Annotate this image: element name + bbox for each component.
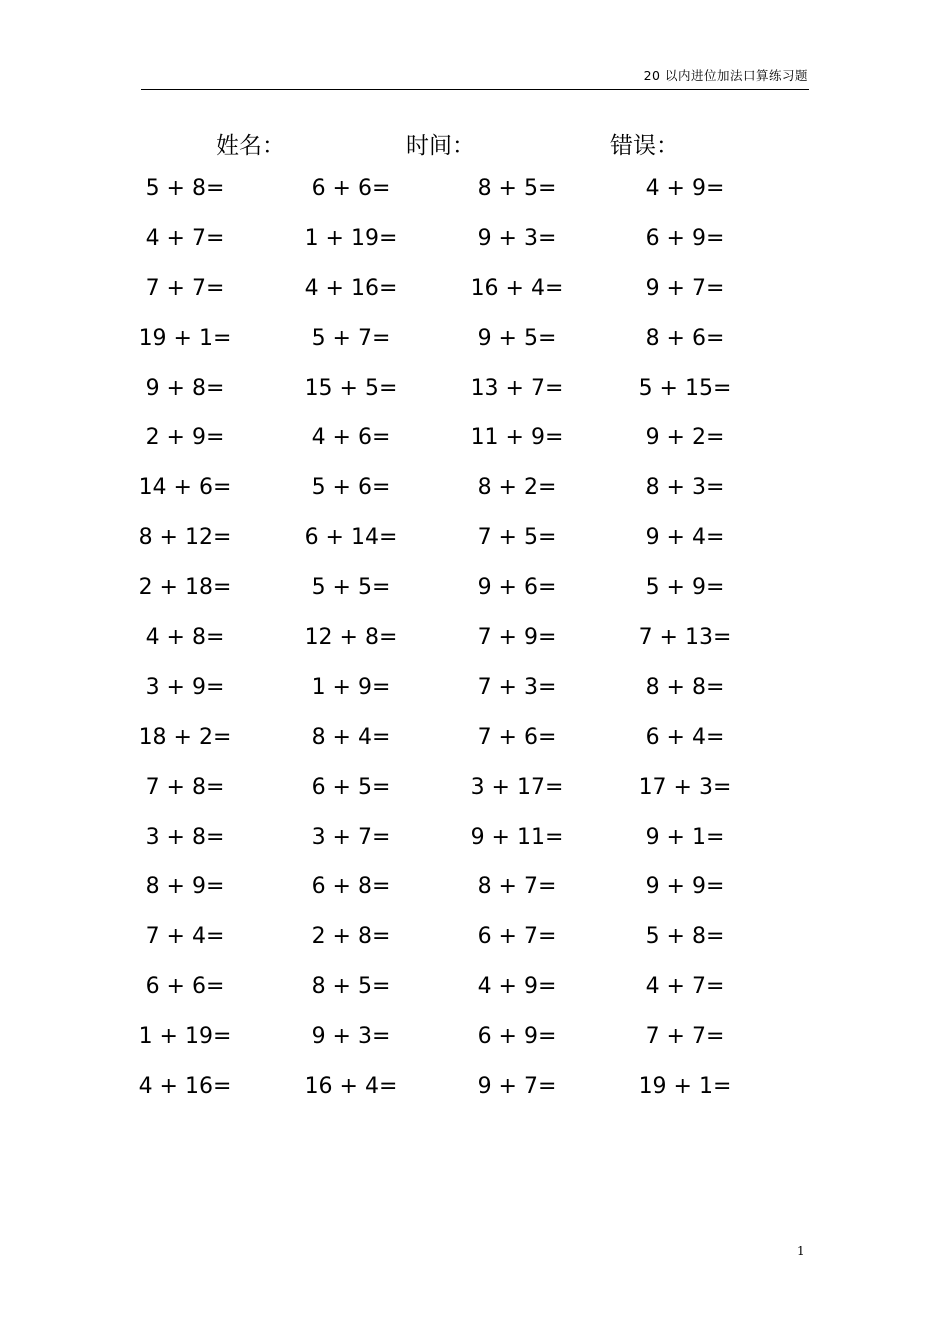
problem-row (0, 170, 950, 220)
problem-item: 15 + 5= (304, 375, 398, 401)
problem-item: 1 + 19= (304, 225, 398, 251)
problem-item: 9 + 7= (645, 275, 725, 301)
problem-item: 9 + 11= (470, 824, 564, 850)
problem-item: 7 + 6= (477, 724, 557, 750)
problem-row (0, 220, 950, 270)
problem-item: 5 + 8= (145, 176, 225, 201)
problem-item: 2 + 8= (311, 924, 391, 950)
problem-grid (0, 170, 950, 1118)
problem-item: 6 + 9= (645, 225, 725, 251)
problem-item: 8 + 2= (477, 475, 557, 501)
time-label: 时间： (406, 133, 475, 159)
problem-item: 4 + 6= (311, 425, 391, 451)
problem-item: 3 + 8= (145, 824, 225, 850)
problem-item: 4 + 16= (138, 1074, 232, 1100)
problem-item: 5 + 15= (638, 375, 732, 401)
problem-item: 9 + 5= (477, 325, 557, 351)
problem-item: 5 + 7= (311, 325, 391, 351)
problem-item: 9 + 9= (645, 874, 725, 900)
problem-item: 8 + 5= (477, 176, 557, 201)
problem-item: 6 + 9= (477, 1024, 557, 1050)
problem-item: 4 + 9= (645, 176, 725, 201)
problem-item: 4 + 8= (145, 625, 225, 651)
problem-item: 19 + 1= (138, 325, 232, 351)
problem-item: 16 + 4= (304, 1074, 398, 1100)
problem-item: 6 + 7= (477, 924, 557, 950)
problem-item: 9 + 6= (477, 575, 557, 601)
problem-row (0, 868, 950, 918)
problem-row (0, 918, 950, 968)
problem-item: 7 + 7= (645, 1024, 725, 1050)
problem-item: 1 + 19= (138, 1024, 232, 1050)
problem-item: 6 + 14= (304, 525, 398, 551)
problem-row (0, 968, 950, 1018)
problem-item: 17 + 3= (638, 774, 732, 800)
problem-item: 9 + 8= (145, 375, 225, 401)
problem-row (0, 769, 950, 819)
problem-item: 8 + 9= (145, 874, 225, 900)
problem-item: 6 + 5= (311, 774, 391, 800)
page-number: 1 (797, 1244, 805, 1258)
name-label: 姓名： (216, 133, 285, 159)
problem-item: 11 + 9= (470, 425, 564, 451)
problem-item: 7 + 8= (145, 774, 225, 800)
problem-item: 16 + 4= (470, 275, 564, 301)
problem-row (0, 469, 950, 519)
problem-item: 2 + 9= (145, 425, 225, 451)
problem-item: 9 + 1= (645, 824, 725, 850)
problem-item: 4 + 7= (645, 974, 725, 1000)
problem-row (0, 1018, 950, 1068)
problem-item: 4 + 9= (477, 974, 557, 1000)
problem-item: 9 + 4= (645, 525, 725, 551)
problem-item: 13 + 7= (470, 375, 564, 401)
problem-item: 8 + 6= (645, 325, 725, 351)
problem-item: 8 + 5= (311, 974, 391, 1000)
header-rule (141, 89, 809, 90)
problem-item: 14 + 6= (138, 475, 232, 501)
problem-item: 2 + 18= (138, 575, 232, 601)
problem-item: 7 + 13= (638, 625, 732, 651)
problem-item: 9 + 7= (477, 1074, 557, 1100)
problem-item: 9 + 2= (645, 425, 725, 451)
problem-item: 4 + 7= (145, 225, 225, 251)
problem-row (0, 669, 950, 719)
problem-item: 1 + 9= (311, 674, 391, 700)
problem-row (0, 270, 950, 320)
errors-label: 错误： (610, 133, 679, 159)
problem-row (0, 370, 950, 420)
problem-item: 7 + 3= (477, 674, 557, 700)
problem-row (0, 419, 950, 469)
problem-item: 3 + 7= (311, 824, 391, 850)
problem-item: 8 + 4= (311, 724, 391, 750)
problem-item: 7 + 7= (145, 275, 225, 301)
problem-row (0, 719, 950, 769)
problem-item: 9 + 3= (311, 1024, 391, 1050)
problem-item: 6 + 4= (645, 724, 725, 750)
problem-item: 3 + 17= (470, 774, 564, 800)
problem-item: 6 + 8= (311, 874, 391, 900)
problem-item: 8 + 8= (645, 674, 725, 700)
problem-item: 7 + 5= (477, 525, 557, 551)
problem-row (0, 819, 950, 869)
problem-item: 8 + 7= (477, 874, 557, 900)
problem-item: 19 + 1= (638, 1074, 732, 1100)
problem-item: 3 + 9= (145, 674, 225, 700)
problem-item: 18 + 2= (138, 724, 232, 750)
problem-row (0, 519, 950, 569)
problem-item: 9 + 3= (477, 225, 557, 251)
problem-item: 5 + 9= (645, 575, 725, 601)
problem-row (0, 569, 950, 619)
problem-item: 7 + 9= (477, 625, 557, 651)
problem-item: 8 + 12= (138, 525, 232, 551)
problem-row (0, 1068, 950, 1118)
problem-item: 8 + 3= (645, 475, 725, 501)
problem-item: 6 + 6= (311, 176, 391, 201)
problem-item: 4 + 16= (304, 275, 398, 301)
problem-item: 12 + 8= (304, 625, 398, 651)
problem-item: 5 + 5= (311, 575, 391, 601)
problem-item: 5 + 6= (311, 475, 391, 501)
problem-item: 5 + 8= (645, 924, 725, 950)
problem-row (0, 320, 950, 370)
header-title: 20 以内进位加法口算练习题 (643, 68, 808, 83)
problem-item: 7 + 4= (145, 924, 225, 950)
problem-item: 6 + 6= (145, 974, 225, 1000)
problem-row (0, 619, 950, 669)
